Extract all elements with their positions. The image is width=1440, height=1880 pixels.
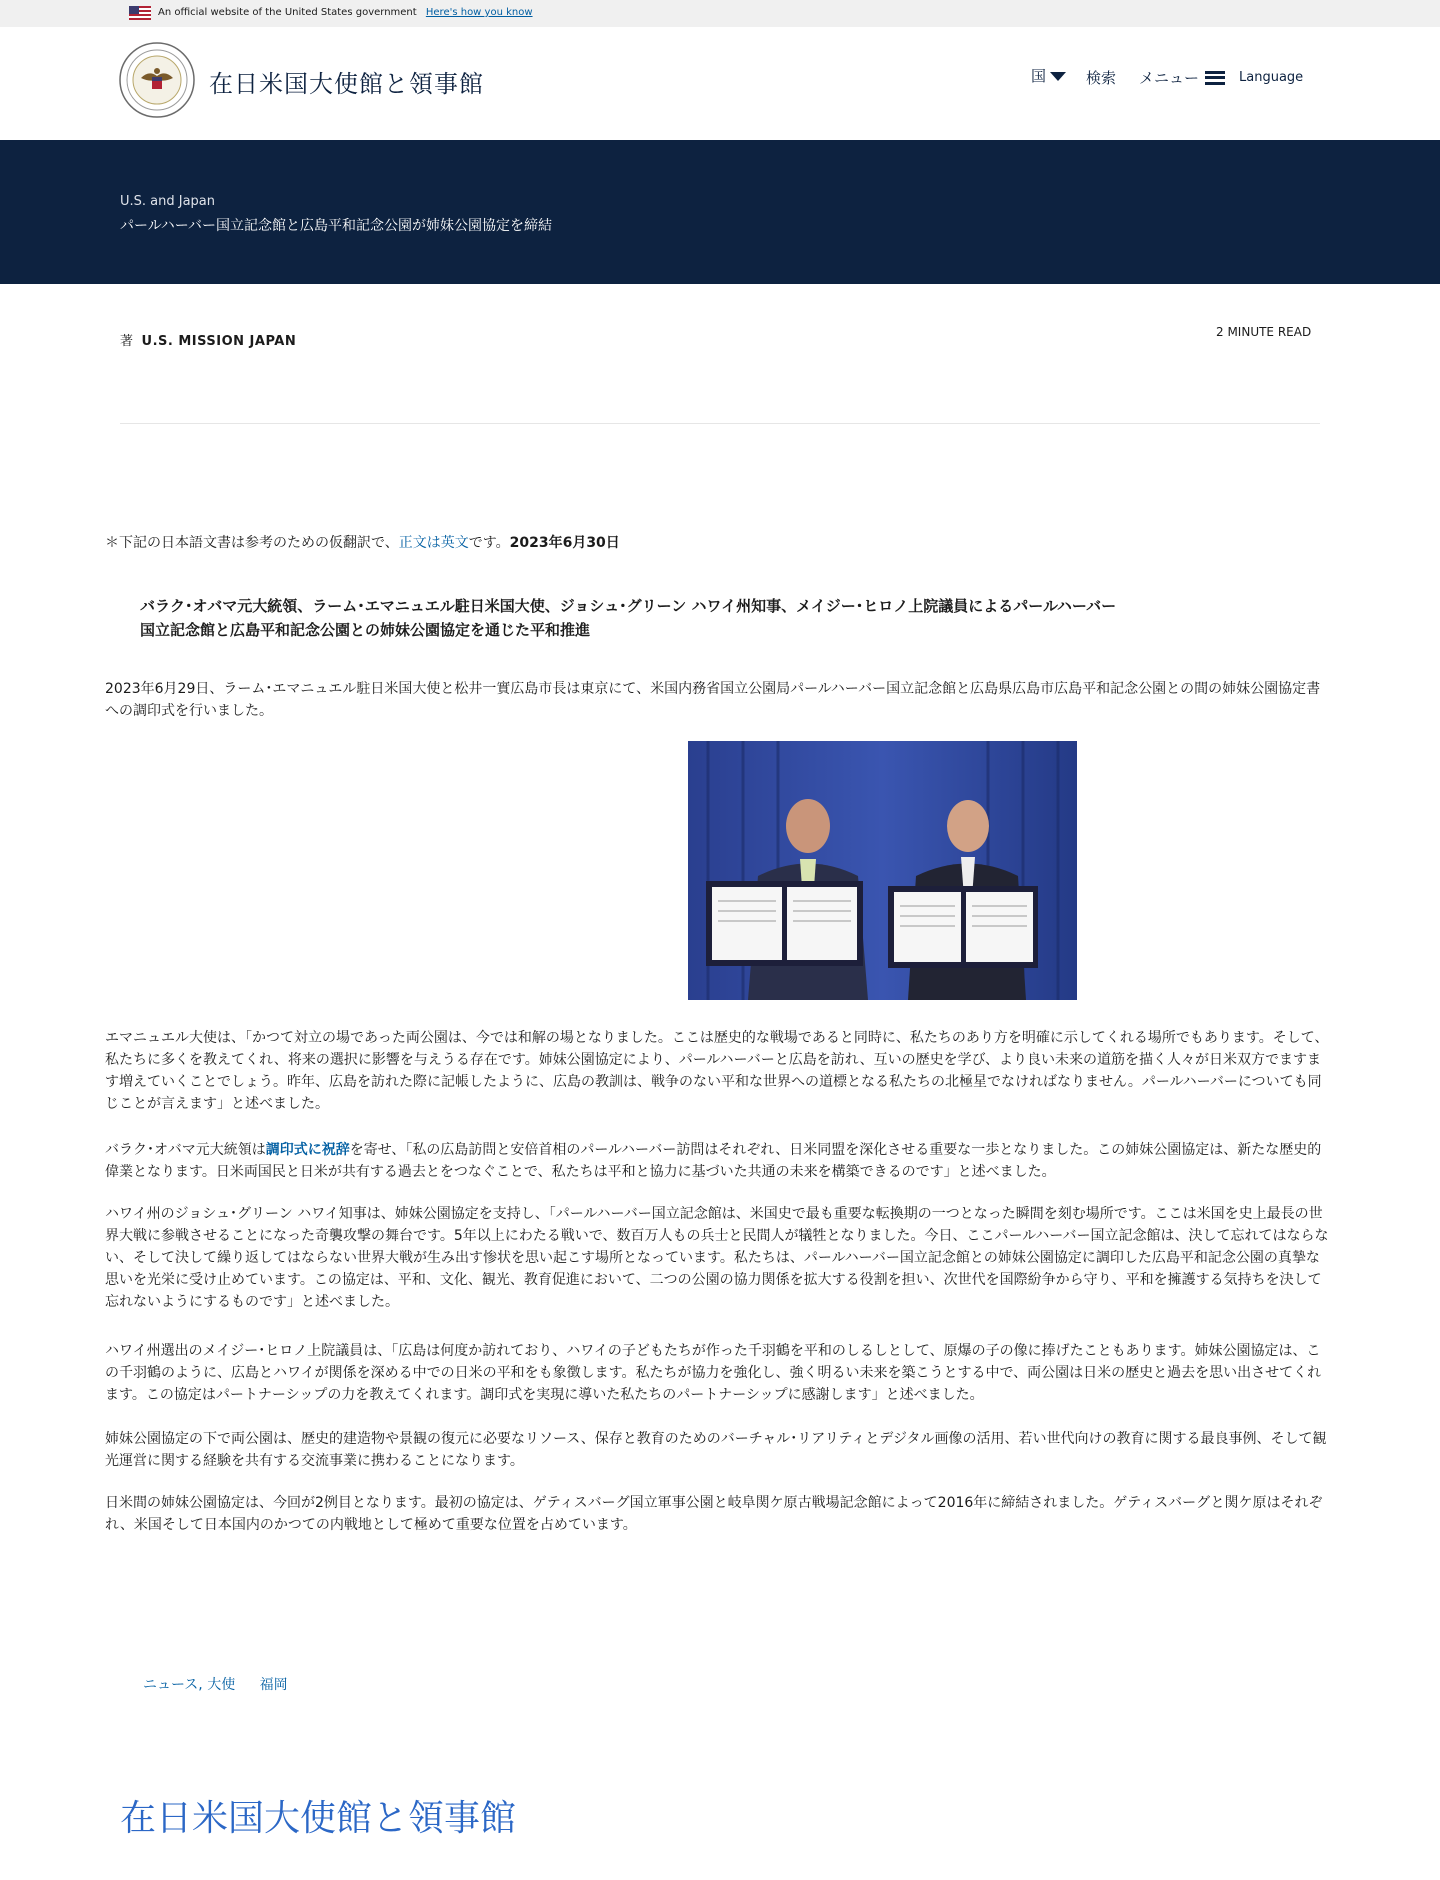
article-tags: [143, 1674, 288, 1694]
gov-banner-label: An official website of the United States government: [158, 7, 417, 18]
menu-label: メニュー: [1139, 69, 1200, 87]
article-paragraph-2: エマニュエル大使は、「かつて対立の場であった両公園は、今では和解の場となりました。ここは歴史的な戦場であると同時に、私たちのあり方を明確に示してくれる場所でもあります。そして、私たちに多くを教えてくれ、将来の選択に影響を与えうる存在です。姉妹公園協定により、パールハーバーと広島を訪れ、互いの歴史を学び、より良い未来の道筋を描く人々が日米双方でますます増えていくことでしょう。昨年、広島を訪れた際に記帳したように、広島の教訓は、戦争のない平和な世界への道標となる私たちの北極星でなければなりません。パールハーバーについても同じことが言えます」と述べました。: [105, 1030, 1329, 1112]
language-button[interactable]: Language: [1239, 70, 1304, 85]
page-title: パールハーバー国立記念館と広島平和記念公園が姉妹公園協定を締結: [120, 218, 553, 234]
site-title[interactable]: 在日米国大使館と領事館: [209, 70, 484, 98]
obama-remarks-link[interactable]: 調印式に祝辞: [265, 1142, 350, 1158]
article-date: 2023年6月30日: [509, 535, 620, 551]
hamburger-icon: [1205, 71, 1225, 85]
byline-author: U.S. MISSION JAPAN: [141, 334, 297, 349]
divider: [120, 423, 1320, 424]
article-paragraph-5: ハワイ州選出のメイジー･ヒロノ上院議員は、「広島は何度か訪れており、ハワイの子どもたちが作った千羽鶴を平和のしるしとして、原爆の子の像に捧げたこともあります。姉妹公園協定は、この千羽鶴のように、広島とハワイが関係を深める中での日米の平和をも象徴します。私たちが協力を強化し、強く明るい未来を築こうとする中で、両公園は日米の歴史と過去を思い出させてくれます。この協定はパートナーシップの力を教えてくれます。調印式を実現に導いた私たちのパートナーシップに感謝します」と述べました。: [105, 1343, 1322, 1403]
tag-fukuoka[interactable]: 福岡: [259, 1677, 288, 1693]
read-time: 2 MINUTE READ: [1216, 325, 1312, 339]
byline: [120, 330, 296, 349]
translation-note: [105, 532, 620, 552]
article-subtitle: バラク･オバマ元大統領、ラーム･エマニュエル駐日米国大使、ジョシュ･グリーン ハワイ州知事、メイジー･ヒロノ上院議員によるパールハーバー国立記念館と広島平和記念公園との姉妹公園協定を通じた平和推進: [140, 597, 1117, 639]
official-gov-banner: [0, 0, 1440, 27]
site-header: [0, 27, 1440, 140]
search-button[interactable]: 検索: [1086, 69, 1117, 87]
p3-suffix: を寄せ、「私の広島訪問と安倍首相のパールハーバー訪問はそれぞれ、日米同盟を深化させる重要な一歩となりました。この姉妹公園協定は、新たな歴史的偉業となります。日米両国民と日米が共有する過去とをつなぐことで、私たちは平和と協力に基づいた共通の未来を構築できるのです」と述べました。: [105, 1142, 1322, 1180]
hero-category[interactable]: U.S. and Japan: [120, 194, 216, 209]
footer-site-title[interactable]: 在日米国大使館と領事館: [120, 1798, 517, 1839]
p3-prefix: バラク･オバマ元大統領は: [105, 1142, 266, 1158]
article-paragraph-7: 日米間の姉妹公園協定は、今回が2例目となります。最初の協定は、ゲティスバーグ国立軍事公園と岐阜関ケ原古戦場記念館によって2016年に締結されました。ゲティスバーグと関ケ原はそれぞれ、米国そして日本国内のかつての内戦地として極めて重要な位置を占めています。: [105, 1495, 1323, 1533]
article-paragraph-6: 姉妹公園協定の下で両公園は、歴史的建造物や景観の復元に必要なリソース、保存と教育のためのバーチャル･リアリティとデジタル画像の活用、若い世代向けの教育に関する最良事例、そして観光運営に関する経験を共有する交流事業に携わることになります。: [105, 1431, 1327, 1469]
us-flag-icon: [129, 6, 151, 20]
article-paragraph-3: [105, 1139, 1333, 1183]
menu-button[interactable]: [1139, 67, 1225, 88]
article-paragraph-1: 2023年6月29日、ラーム･エマニュエル駐日米国大使と松井一實広島市長は東京にて、米国内務省国立公園局パールハーバー国立記念館と広島県広島市広島平和記念公園との間の姉妹公園協定書への調印式を行いました。: [105, 681, 1321, 719]
embassy-seal-logo[interactable]: [119, 42, 195, 118]
tag-news-ambassador[interactable]: ニュース, 大使: [143, 1677, 236, 1693]
gov-banner-text: [158, 6, 533, 20]
country-dropdown[interactable]: [1031, 65, 1066, 86]
country-label: 国: [1031, 67, 1047, 85]
hero-banner: [0, 140, 1440, 284]
heres-how-you-know-link[interactable]: Here's how you know: [425, 7, 533, 18]
article-paragraph-4: ハワイ州のジョシュ･グリーン ハワイ知事は、姉妹公園協定を支持し、「パールハーバー国立記念館は、米国史で最も重要な転換期の一つとなった瞬間を刻む場所です。ここは米国を史上最長の世界大戦に参戦させることになった奇襲攻撃の舞台です。5年以上にわたる戦いで、数百万人もの兵士と民間人が犠牲となりました。今日、ここパールハーバー国立記念館は、決して忘れてはならない、そして決して繰り返してはならない世界大戦が生み出す惨状を思い起こす場所となっています。私たちは、パールハーバー国立記念館との姉妹公園協定に調印した広島平和記念公園の真摯な思いを光栄に受け止めています。この協定は、平和、文化、観光、教育促進において、二つの公園の協力関係を拡大する役割を担い、次世代を国際紛争から守り、平和を擁護する気持ちを決して忘れないようにするものです」と述べました。: [105, 1206, 1329, 1310]
signing-ceremony-photo: [688, 741, 1077, 1000]
caret-down-icon: [1050, 72, 1066, 81]
byline-prefix: 著: [120, 334, 134, 349]
note-prefix: ＊下記の日本語文書は参考のための仮翻訳で、: [105, 535, 399, 551]
original-english-link[interactable]: 正文は英文: [398, 535, 469, 551]
note-suffix: です。: [468, 535, 510, 551]
